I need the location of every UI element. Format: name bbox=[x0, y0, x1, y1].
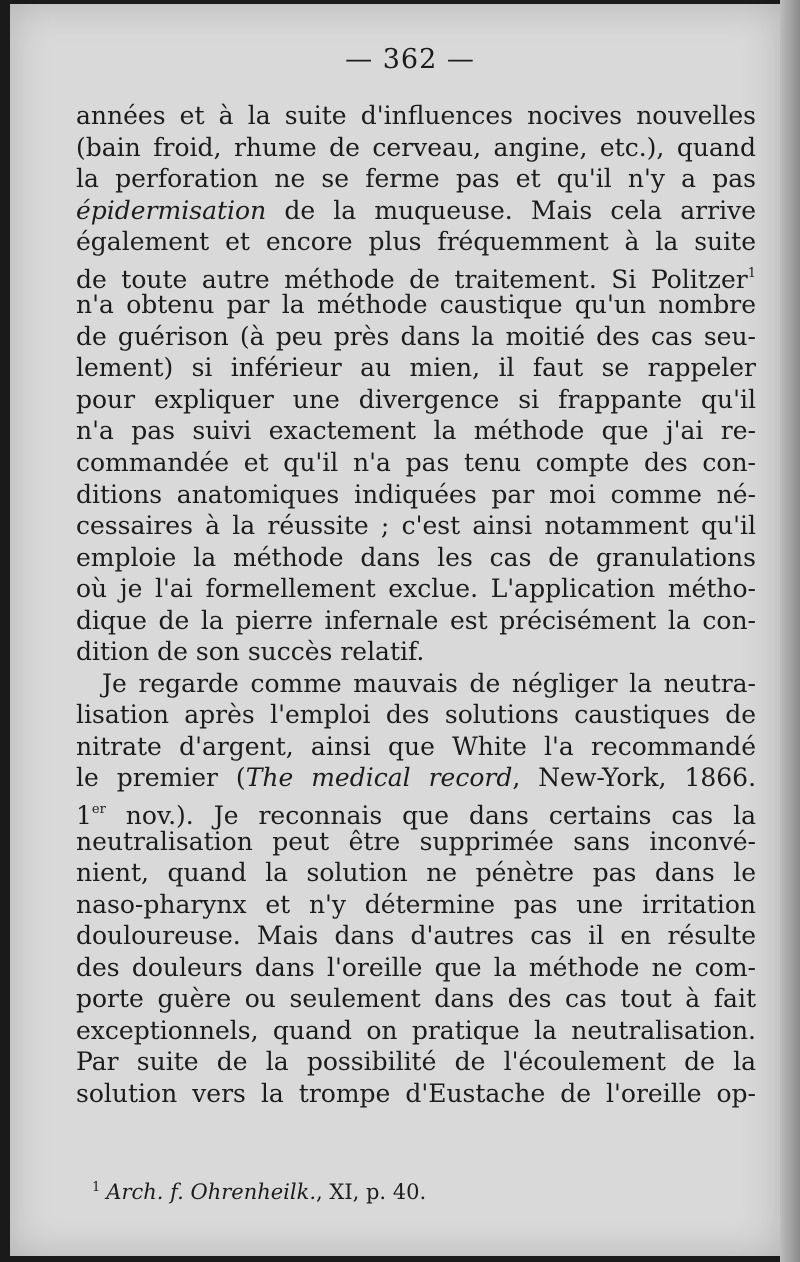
text-line bbox=[76, 762, 756, 794]
text-line: solution vers la trompe d'Eustache de l'oreille op- bbox=[76, 1078, 756, 1108]
text-line: de guérison (à peu près dans la moitié des cas seu- bbox=[76, 321, 756, 351]
footnote-ref: , XI, p. 40. bbox=[316, 1180, 427, 1204]
text-line: naso-pharynx et n'y détermine pas une irritation bbox=[76, 889, 756, 919]
text-line: la perforation ne se ferme pas et qu'il n'y a pas bbox=[76, 164, 756, 194]
text-line: lisation après l'emploi des solutions caustiques de bbox=[76, 700, 756, 730]
text-line: dique de la pierre infernale est précisément la con- bbox=[76, 605, 756, 635]
text-line: années et à la suite d'influences nocives nouvelles bbox=[76, 101, 756, 130]
text-span: , New-York, 1866. bbox=[512, 763, 757, 793]
superscript: 1 bbox=[747, 265, 756, 281]
text-line: ditions anatomiques indiquées par moi comme né- bbox=[76, 479, 756, 509]
text-line: lement) si inférieur au mien, il faut se rappeler bbox=[76, 353, 756, 383]
text-line: également et encore plus fréquemment à la suite bbox=[76, 227, 756, 257]
text-line: n'a obtenu par la méthode caustique qu'un nombre bbox=[76, 290, 756, 320]
page-edge-shadow bbox=[780, 0, 800, 1262]
text-span: de la muqueuse. Mais cela arrive bbox=[266, 195, 756, 225]
text-span: 1 bbox=[76, 801, 92, 831]
footnote-source: Arch. f. Ohrenheilk. bbox=[106, 1180, 317, 1204]
text-span: nov.). Je reconnais que dans certains cas la bbox=[105, 801, 756, 831]
footnote-mark: 1 bbox=[92, 1180, 101, 1195]
text-line: cessaires à la réussite ; c'est ainsi notamment qu'il bbox=[76, 511, 756, 541]
text-line: exceptionnels, quand on pratique la neutralisation. bbox=[76, 1015, 756, 1045]
superscript: er bbox=[91, 802, 106, 818]
text-line: douloureuse. Mais dans d'autres cas il en résulte bbox=[76, 921, 756, 951]
text-line: commandée et qu'il n'a pas tenu compte des con- bbox=[76, 448, 756, 478]
text-line: où je l'ai formellement exclue. L'application métho- bbox=[76, 574, 756, 604]
italic-span: The medical record bbox=[245, 763, 513, 793]
text-line: Je regarde comme mauvais de négliger la neutra- bbox=[102, 668, 756, 698]
text-span: le premier ( bbox=[76, 763, 246, 793]
italic-span: épidermisation bbox=[76, 195, 267, 225]
text-span: de toute autre méthode de traitement. Si Politzer bbox=[76, 264, 748, 294]
page-number: — 362 — bbox=[345, 44, 475, 75]
text-line bbox=[76, 258, 756, 294]
footnote bbox=[92, 1180, 426, 1204]
text-line: neutralisation peut être supprimée sans inconvé- bbox=[76, 826, 756, 856]
text-line: Par suite de la possibilité de l'écoulement de la bbox=[76, 1047, 756, 1077]
text-line: emploie la méthode dans les cas de granulations bbox=[76, 542, 756, 572]
text-line bbox=[76, 195, 756, 227]
body-text bbox=[76, 100, 756, 1110]
text-line: pour expliquer une divergence si frappante qu'il bbox=[76, 384, 756, 414]
text-line: nient, quand la solution ne pénètre pas dans le bbox=[76, 858, 756, 888]
text-line: dition de son succès relatif. bbox=[76, 637, 425, 667]
text-line: (bain froid, rhume de cerveau, angine, etc.), quand bbox=[76, 132, 756, 162]
text-line: nitrate d'argent, ainsi que White l'a recommandé bbox=[76, 731, 756, 761]
text-line: porte guère ou seulement dans des cas tout à fait bbox=[76, 984, 756, 1014]
text-line bbox=[76, 794, 756, 831]
text-line: des douleurs dans l'oreille que la méthode ne com- bbox=[76, 952, 756, 982]
text-line: n'a pas suivi exactement la méthode que j'ai re- bbox=[76, 416, 756, 446]
